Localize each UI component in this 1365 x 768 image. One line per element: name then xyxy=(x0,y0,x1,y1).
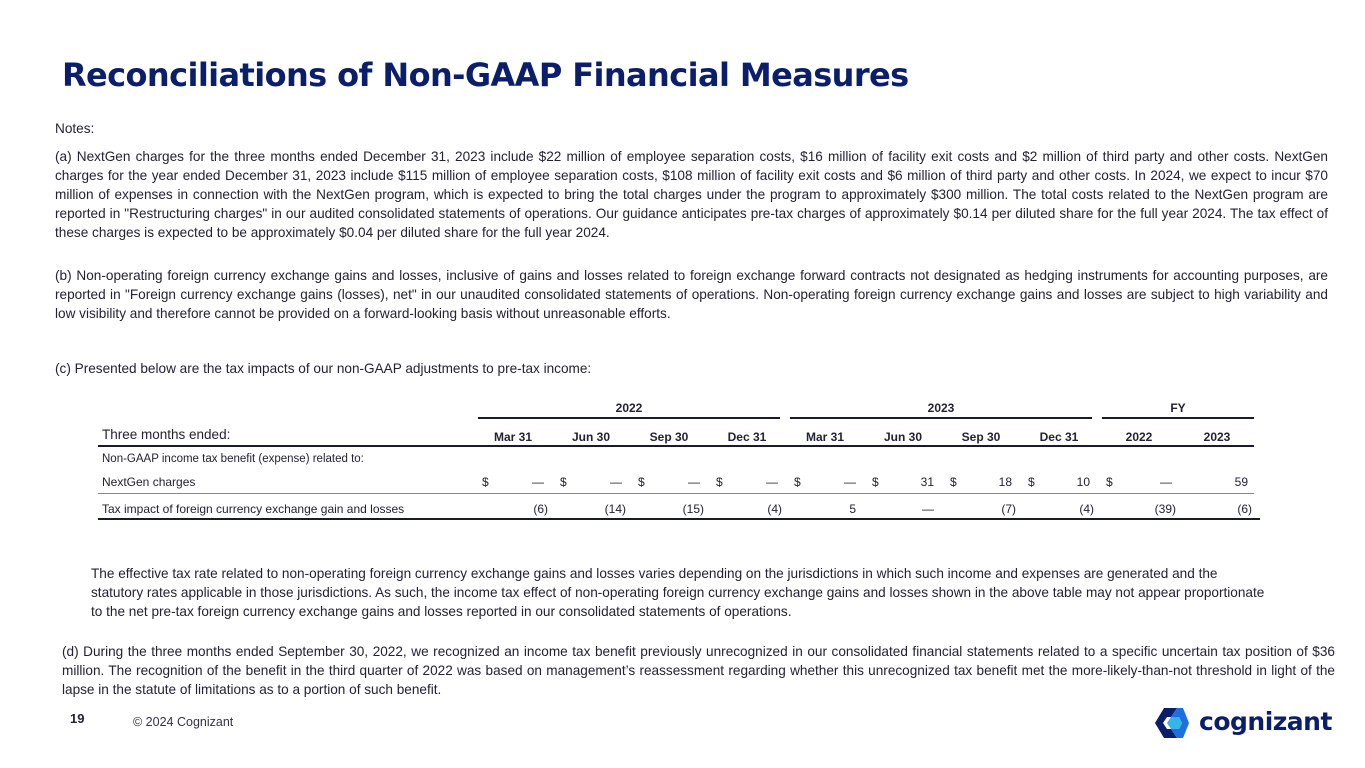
table-cell: (6) xyxy=(1237,502,1252,516)
group-rule-fy xyxy=(1102,417,1254,419)
col-header: 2023 xyxy=(1203,430,1231,444)
currency-symbol: $ xyxy=(716,475,723,489)
table-cell: 10 xyxy=(1076,475,1090,489)
row-rule xyxy=(98,493,1254,494)
table-cell: — xyxy=(610,475,622,489)
table-cell: (4) xyxy=(767,502,782,516)
row-label-fx: Tax impact of foreign currency exchange gain and losses xyxy=(102,502,405,516)
note-a: (a) NextGen charges for the three months ended December 31, 2023 include $22 million of employee separation costs, $16 million of facility exit costs and $2 million of third party and other costs. NextGen charges for the year ended December 31, 2023 include $115 million of employee separation costs, $108 million of facility exit costs and $6 million of third party and other costs. In 2024, we expect to incur $70 million of expenses in connection with the NextGen program, which is expected to bring the total charges under the program to approximately $300 million. The total costs related to the NextGen program are reported in "Restructuring charges" in our audited consolidated statements of operations. Our guidance anticipates pre-tax charges of approximately $0.14 per diluted share for the full year 2024. The tax effect of these charges is expected to be approximately $0.04 per diluted share for the full year 2024. xyxy=(55,149,1328,240)
note-c: (c) Presented below are the tax impacts of our non-GAAP adjustments to pre-tax income: xyxy=(55,361,592,376)
table-cell: — xyxy=(922,502,934,516)
effective-tax-note: The effective tax rate related to non-operating foreign currency exchange gains and losses varies depending on the jurisdictions in which such income and expenses are generated and the statutory rates applicable in those jurisdictions. As such, the income tax effect of non-operating foreign currency exchange gains and losses shown in the above table may not appear proportionate to the net pre-tax foreign currency exchange gains and losses reported in our consolidated statements of operations. xyxy=(91,566,1265,619)
table-cell: 18 xyxy=(998,475,1012,489)
row-header: Three months ended: xyxy=(102,427,231,442)
copyright: © 2024 Cognizant xyxy=(133,715,234,729)
note-d: (d) During the three months ended September 30, 2022, we recognized an income tax benefit previously unrecognized in our consolidated financial statements related to a specific uncertain tax position of $36 million. The recognition of the benefit in the third quarter of 2022 was based on management’s reassessment regarding whether this unrecognized tax benefit met the more-likely-than-not threshold in light of the lapse in the statute of limitations as to a portion of such benefit. xyxy=(62,644,1335,697)
table-cell: — xyxy=(688,475,700,489)
currency-symbol: $ xyxy=(872,475,879,489)
group-header-2022: 2022 xyxy=(615,401,643,415)
cognizant-logo xyxy=(1155,705,1335,745)
table-cell: (15) xyxy=(682,502,704,516)
table-cell: — xyxy=(844,475,856,489)
currency-symbol: $ xyxy=(794,475,801,489)
col-header: 2022 xyxy=(1125,430,1153,444)
table-cell: (14) xyxy=(604,502,626,516)
group-header-fy: FY xyxy=(1170,401,1186,415)
table-cell: (6) xyxy=(533,502,548,516)
row-label-nextgen: NextGen charges xyxy=(102,475,196,489)
table-cell: 59 xyxy=(1234,475,1248,489)
group-rule-2022 xyxy=(478,417,780,419)
col-header: Dec 31 xyxy=(727,430,767,444)
currency-symbol: $ xyxy=(560,475,567,489)
table-cell: (39) xyxy=(1154,502,1176,516)
table-cell: — xyxy=(532,475,544,489)
notes-label: Notes: xyxy=(55,121,95,136)
table-cell: 5 xyxy=(849,502,856,516)
col-header: Jun 30 xyxy=(883,430,922,444)
note-b: (b) Non-operating foreign currency exchange gains and losses, inclusive of gains and losses related to foreign exchange forward contracts not designated as hedging instruments for accounting purposes, are reported in "Foreign currency exchange gains (losses), net" in our unaudited consolidated statements of operations. Non-operating foreign currency exchange gains and losses are subject to high variability and low visibility and therefore cannot be provided on a forward-looking basis without unreasonable efforts. xyxy=(55,268,1328,321)
col-header: Mar 31 xyxy=(493,430,533,444)
tax-impact-table xyxy=(98,396,1260,522)
col-header: Sep 30 xyxy=(961,430,1001,444)
group-header-2023: 2023 xyxy=(927,401,955,415)
table-end-rule xyxy=(98,518,1260,520)
table-cell: — xyxy=(766,475,778,489)
header-rule xyxy=(98,445,1254,447)
table-cell: (4) xyxy=(1079,502,1094,516)
col-header: Mar 31 xyxy=(805,430,845,444)
currency-symbol: $ xyxy=(950,475,957,489)
cognizant-logo-icon xyxy=(1155,706,1191,740)
col-header: Dec 31 xyxy=(1039,430,1079,444)
group-rule-2023 xyxy=(790,417,1092,419)
table-cell: 31 xyxy=(920,475,934,489)
section-label: Non-GAAP income tax benefit (expense) related to: xyxy=(102,453,364,465)
page-number: 19 xyxy=(70,711,85,726)
col-header: Jun 30 xyxy=(571,430,610,444)
page-title: Reconciliations of Non-GAAP Financial Measures xyxy=(62,56,909,94)
currency-symbol: $ xyxy=(1028,475,1035,489)
currency-symbol: $ xyxy=(638,475,645,489)
table-cell: — xyxy=(1160,475,1172,489)
col-header: Sep 30 xyxy=(649,430,689,444)
logo-text: cognizant xyxy=(1199,707,1332,736)
currency-symbol: $ xyxy=(1106,475,1113,489)
table-cell: (7) xyxy=(1001,502,1016,516)
currency-symbol: $ xyxy=(482,475,489,489)
